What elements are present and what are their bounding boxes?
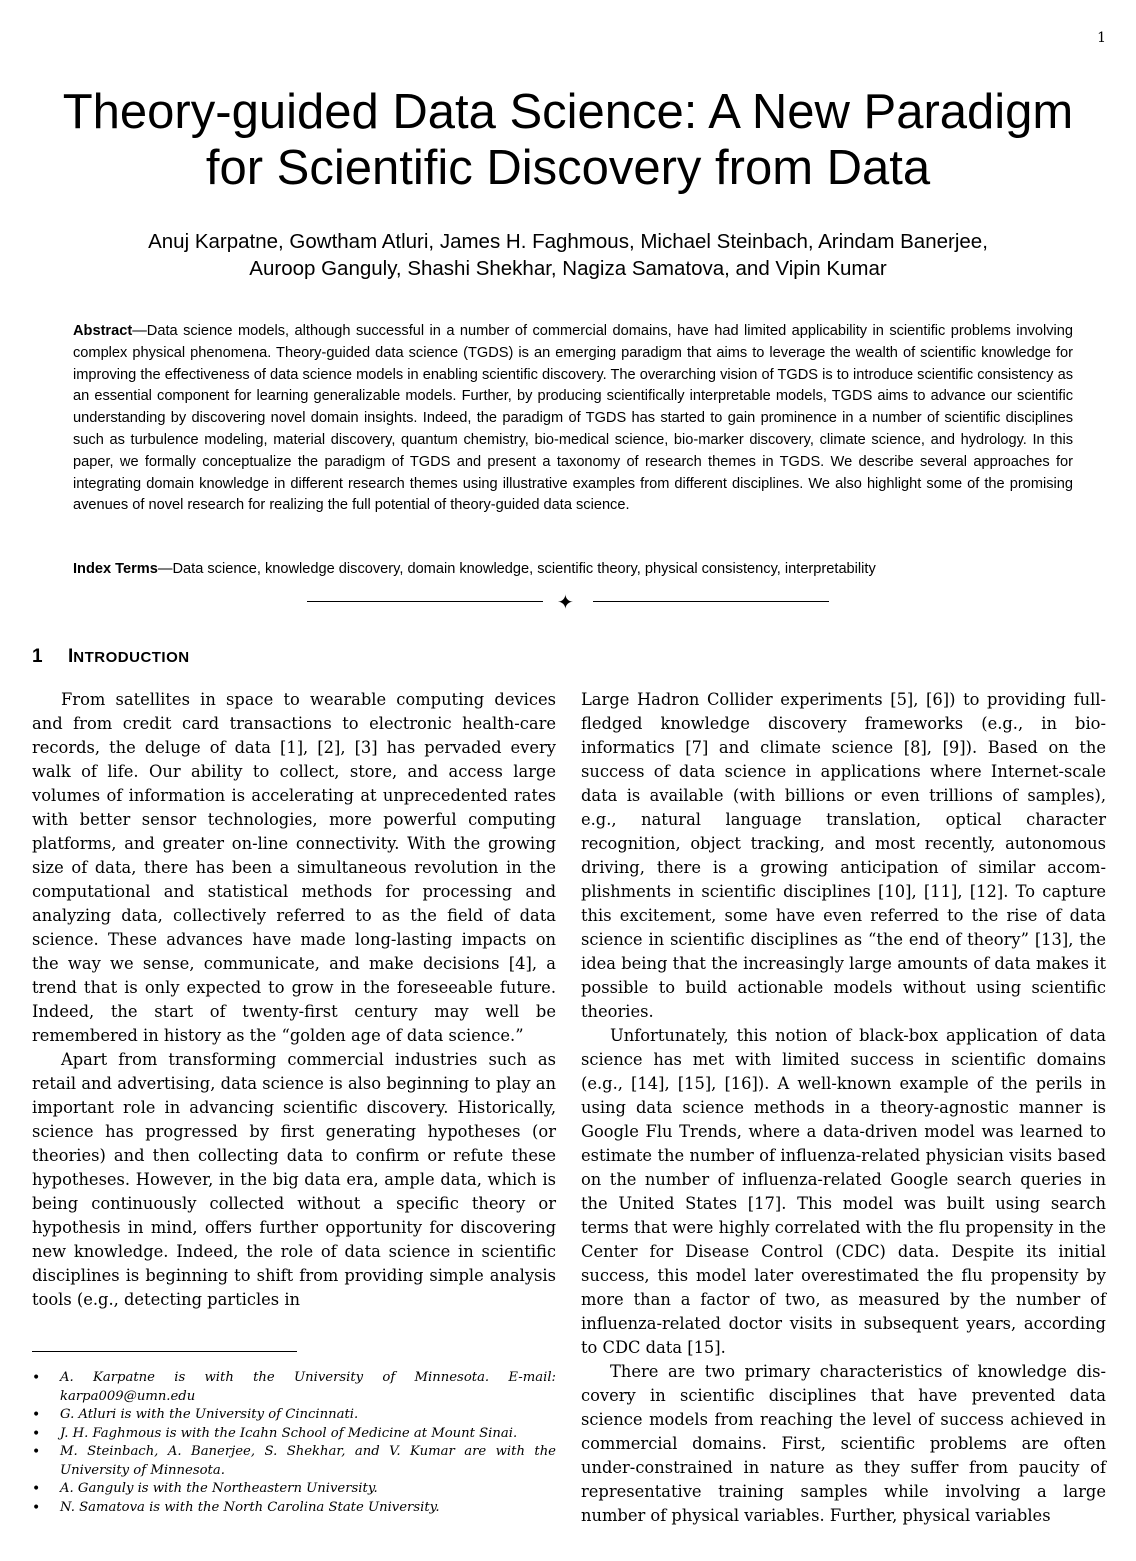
footnote-item: • M. Steinbach, A. Banerjee, S. Shekhar, and V. Kumar are with the University of Minnesota. [32, 1443, 556, 1480]
abstract-label: Abstract [73, 323, 133, 339]
divider-line-right [593, 601, 829, 602]
paragraph: Large Hadron Collider experiments [5], [6]) to providing full-fledged knowledge discovery frameworks (e.g., in bioinformatics [7] and climate science [8], [9]). Based on the success of data science in applications where Internet-scale data is available (with billions or even trillions of samples), e.g., natural language translation, optical character recognition, object tracking, and most recently, autonomous driving, there is a growing anticipation of similar accomplishments in scientific disciplines [10], [11], [12]. To capture this excitement, some have even referred to the rise of data science in scientific disciplines as “the end of theory” [13], the idea being that the increasingly large amounts of data makes it possible to build actionable models without using scientific theories. [581, 690, 1106, 1021]
page-number: 1 [1097, 30, 1106, 46]
author-affiliation-footnotes [32, 1369, 556, 1517]
paragraph: From satellites in space to wearable computing devices and from credit card transactions to electronic health-care records, the deluge of data [1], [2], [3] has pervaded every walk of life. Our ability to collect, store, and access large volumes of information is accelerating at unprecedented rates with better sensor technologies, more powerful computing platforms, and greater on-line connectivity. With the growing size of data, there has been a simultaneous revolution in the computational and statistical methods for processing and analyzing data, collectively referred to as the field of data science. These advances have made long-lasting impacts on the way we sense, communicate, and make decisions [4], a trend that is only expected to grow in the foreseeable future. Indeed, the start of twenty-first century may well be remembered in history as the “golden age of data science.” [32, 690, 556, 1045]
footnote-item: • J. H. Faghmous is with the Icahn School of Medicine at Mount Sinai. [32, 1425, 556, 1444]
footnote-item: • A. Karpatne is with the University of Minnesota. E-mail: karpa009@umn.edu [32, 1369, 556, 1406]
index-terms-label: Index Terms [73, 561, 158, 577]
paragraph: There are two primary characteristics of knowledge discovery in scientific disciplines that have prevented data science models from reaching the level of success achieved in commercial domains. First, scientific problems are often under-constrained in nature as they suffer from paucity of representative training samples while involving a large number of physical variables. Further, physical variables [581, 1362, 1106, 1525]
paragraph: Unfortunately, this notion of black-box application of data science has met with limited success in scientific domains (e.g., [14], [15], [16]). A well-known example of the perils in using data science methods in a theory-agnostic manner is Google Flu Trends, where a data-driven model was learned to estimate the number of influenza-related physician visits based on the number of influenza-related Google search queries in the United States [17]. This model was built using search terms that were highly correlated with the flu propensity in the Center for Disease Control (CDC) data. Despite its initial success, this model later overestimated the flu propensity by more than a factor of two, as measured by the number of influenza-related doctor visits in subsequent years, according to CDC data [15]. [581, 1026, 1106, 1357]
author-list-line-2: Auroop Ganguly, Shashi Shekhar, Nagiza Samatova, and Vipin Kumar [249, 257, 887, 280]
body-column-left [32, 688, 556, 1312]
author-list-line-1: Anuj Karpatne, Gowtham Atluri, James H. Faghmous, Michael Steinbach, Arindam Banerjee, [148, 230, 988, 253]
footnote-item: • N. Samatova is with the North Carolina State University. [32, 1499, 556, 1518]
body-column-right [581, 688, 1106, 1528]
footnote-item: • A. Ganguly is with the Northeastern University. [32, 1480, 556, 1499]
section-divider [307, 590, 829, 614]
section-number: 1 [32, 646, 43, 667]
author-list [0, 228, 1136, 282]
abstract-text: —Data science models, although successful in a number of commercial domains, have had limited applicability in scientific problems involving complex physical phenomena. Theory-guided data science (TGDS) is an emerging paradigm that aims to leverage the wealth of scientific knowledge for improving the effectiveness of data science models in enabling scientific discovery. The overarching vision of TGDS is to introduce scientific consistency as an essential component for learning generalizable models. Further, by producing scientifically interpretable models, TGDS aims to advance our scientific understanding by discovering novel domain insights. Indeed, the paradigm of TGDS has started to gain prominence in a number of scientific disciplines such as turbulence modeling, material discovery, quantum chemistry, bio-medical science, bio-marker discovery, climate science, and hydrology. In this paper, we formally conceptualize the paradigm of TGDS and present a taxonomy of research themes in TGDS. We describe several approaches for integrating domain knowledge in different research themes using illustrative examples from different disciplines. We also highlight some of the promising avenues of novel research for realizing the full potential of theory-guided data science. [73, 323, 1073, 514]
index-terms-text: —Data science, knowledge discovery, domain knowledge, scientific theory, physical consistency, interpretability [157, 561, 876, 577]
divider-line-left [307, 601, 543, 602]
footnote-item: • G. Atluri is with the University of Cincinnati. [32, 1406, 556, 1425]
abstract [73, 321, 1073, 517]
section-heading-introduction [32, 645, 190, 670]
paper-title-line-1: Theory-guided Data Science: A New Paradigm [62, 85, 1074, 139]
footnote-rule [32, 1351, 297, 1352]
divider-star-icon: ✦ [557, 590, 574, 614]
section-title-rest: NTRODUCTION [73, 649, 190, 666]
index-terms [73, 559, 1073, 580]
paragraph: Apart from transforming commercial industries such as retail and advertising, data science is also beginning to play an important role in advancing scientific discovery. Historically, science has progressed by first generating hypotheses (or theories) and then collecting data to confirm or refute these hypotheses. However, in the big data era, ample data, which is being continuously collected without a specific theory or hypothesis in mind, offers further opportunity for discovering new knowledge. Indeed, the role of data science in scientific disciplines is beginning to shift from providing simple analysis tools (e.g., detecting particles in [32, 1050, 556, 1309]
section-title-initial: I [68, 646, 74, 667]
paper-title [0, 84, 1136, 196]
paper-title-line-2: for Scientific Discovery from Data [205, 141, 931, 195]
